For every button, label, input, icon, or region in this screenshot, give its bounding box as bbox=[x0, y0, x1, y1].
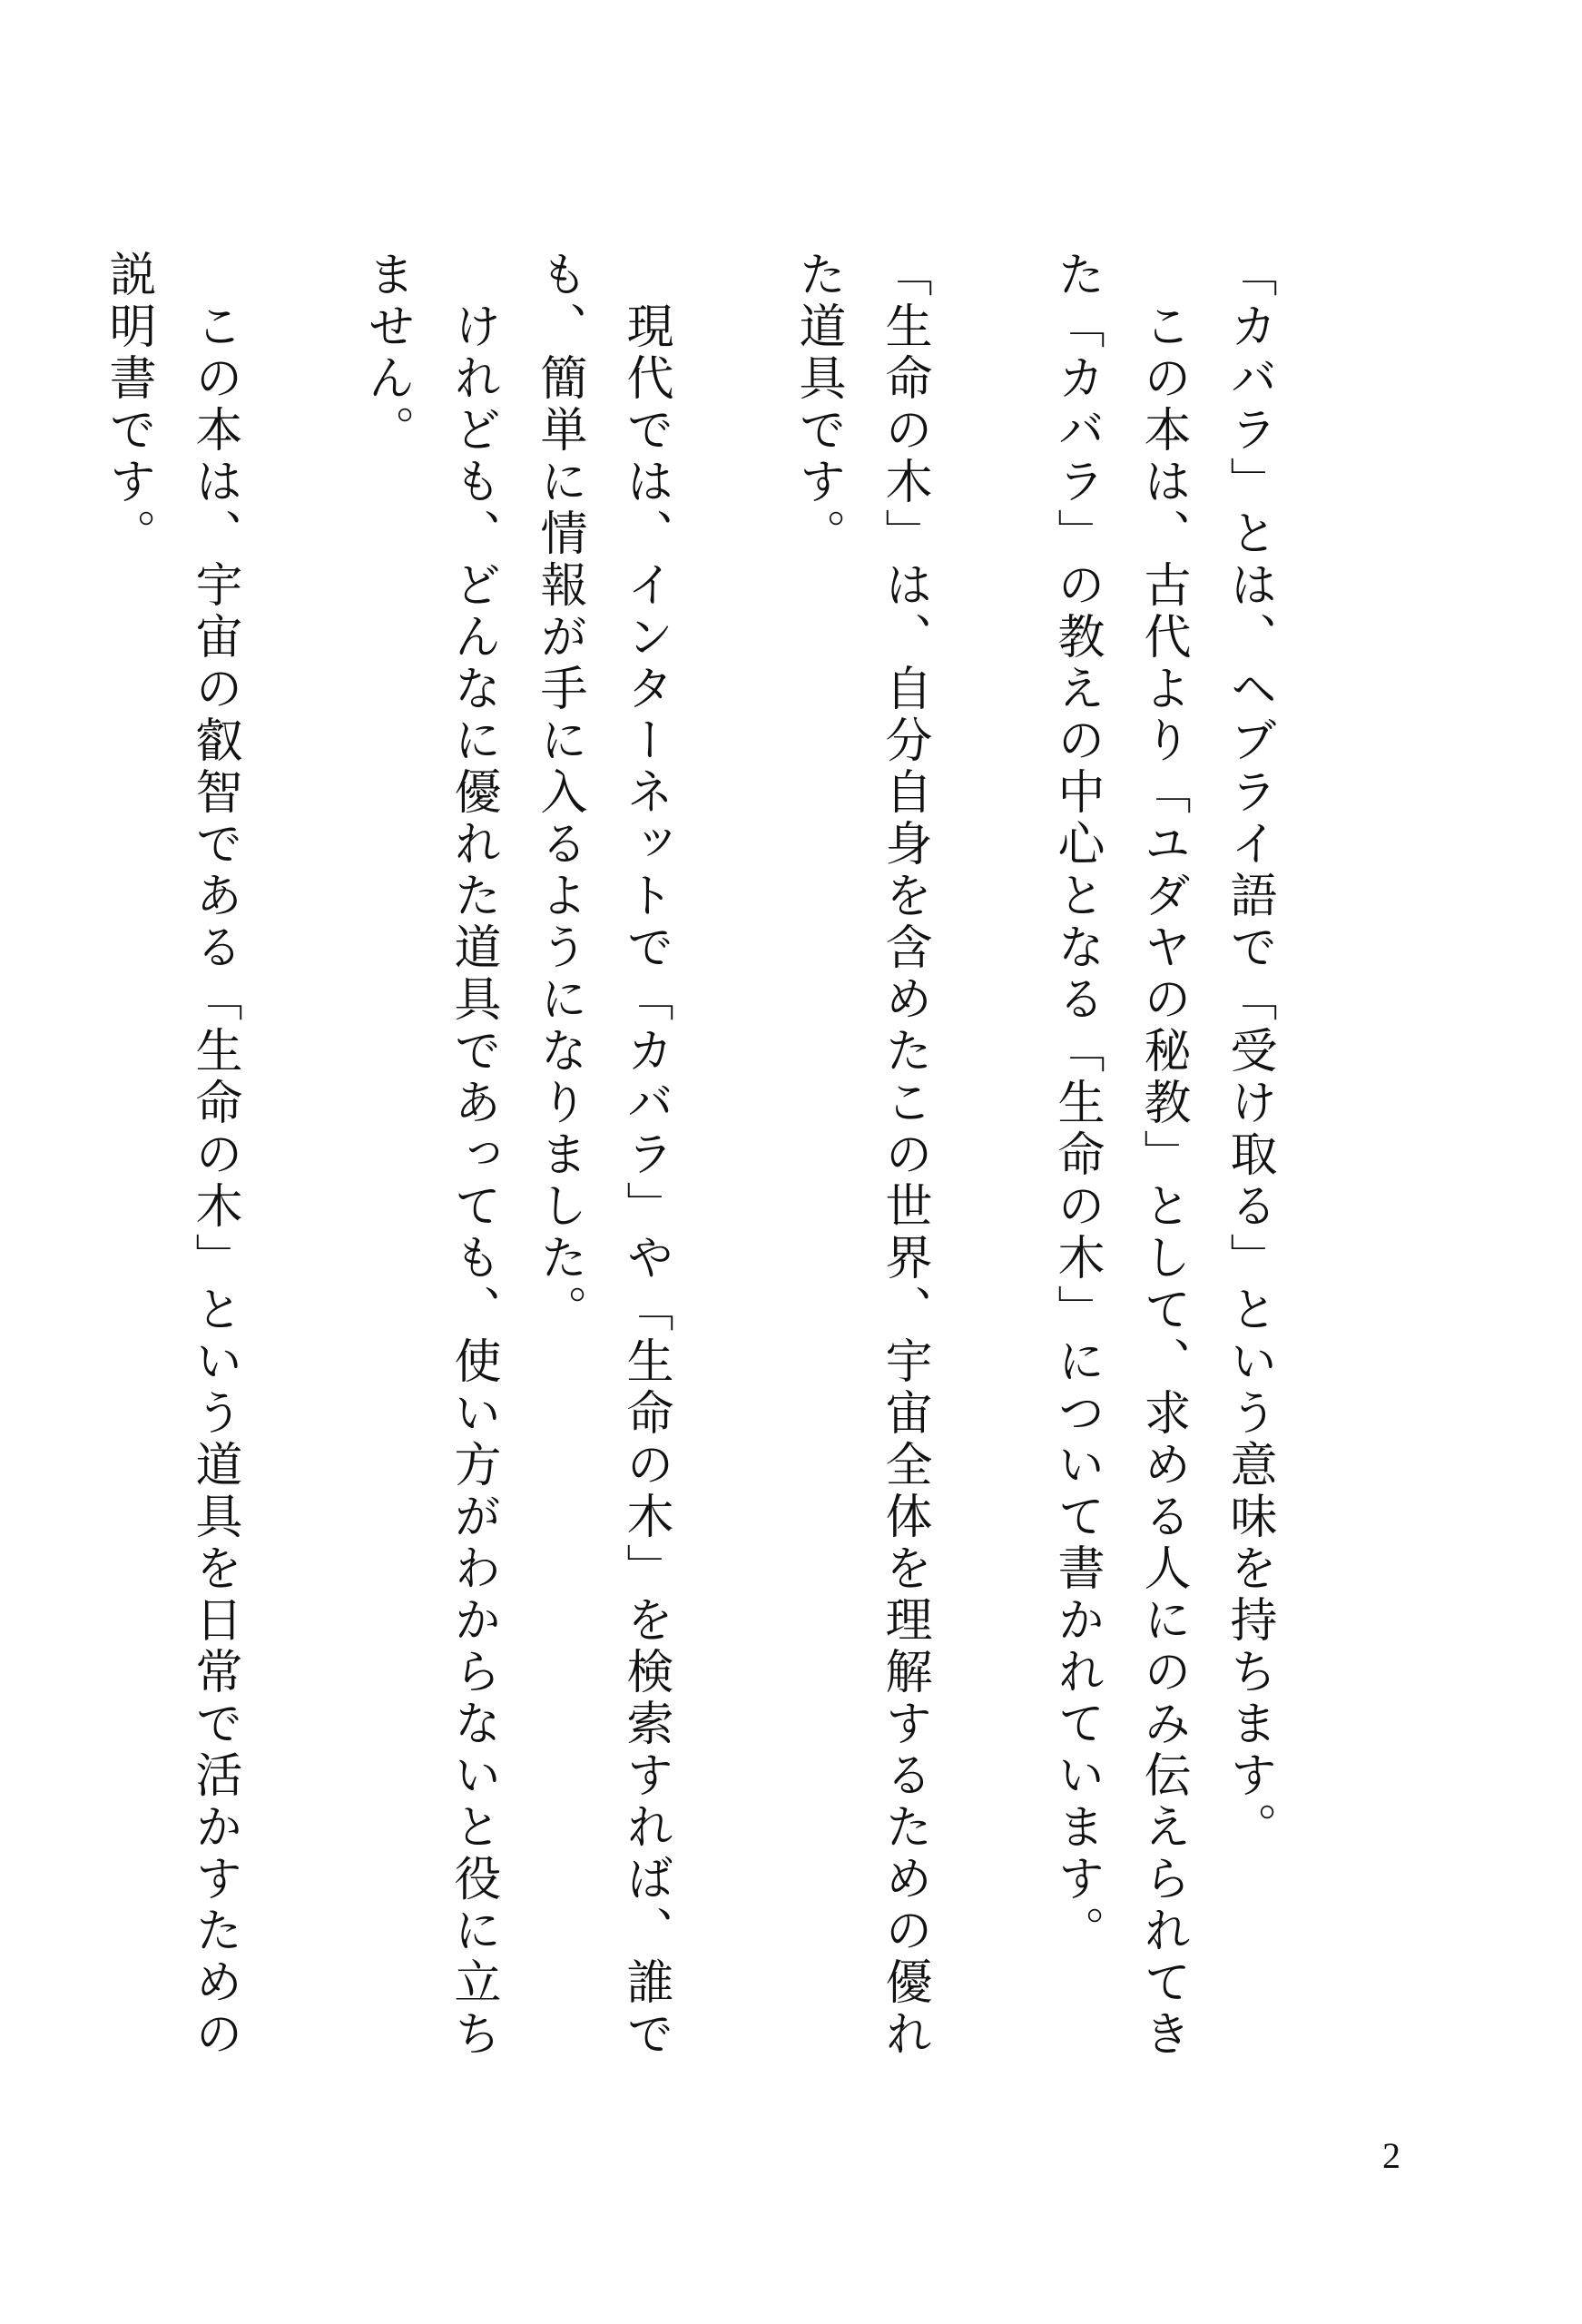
paragraph-book-intro: この本は、古代より「ユダヤの秘教」として、求める人にのみ伝えられてきた「カバラ」の教えの中心となる「生命の木」について書かれています。 bbox=[1049, 250, 1190, 2061]
paragraph-manual: この本は、宇宙の叡智である「生命の木」という道具を日常で活かすための説明書です。 bbox=[101, 250, 241, 2061]
page-number: 2 bbox=[1382, 2135, 1400, 2176]
body-text bbox=[0, 250, 1292, 2083]
paragraph-spacer bbox=[257, 250, 343, 251]
paragraph-spacer bbox=[0, 250, 84, 251]
paragraph-tools: けれども、どんなに優れた道具であっても、使い方がわからないと役に立ちません。 bbox=[359, 250, 500, 2061]
paragraph-spacer bbox=[688, 250, 774, 251]
paragraph-kabbalah-meaning: 「カバラ」とは、ヘブライ語で「受け取る」という意味を持ちます。 bbox=[1222, 250, 1276, 1854]
paragraph-tree-of-life: 「生命の木」は、自分自身を含めたこの世界、宇宙全体を理解するための優れた道具です。 bbox=[791, 250, 931, 2061]
paragraph-internet: 現代では、インターネットで「カバラ」や「生命の木」を検索すれば、誰でも、簡単に情報が手に入るようになりました。 bbox=[532, 250, 673, 2061]
paragraph-spacer bbox=[947, 250, 1033, 251]
